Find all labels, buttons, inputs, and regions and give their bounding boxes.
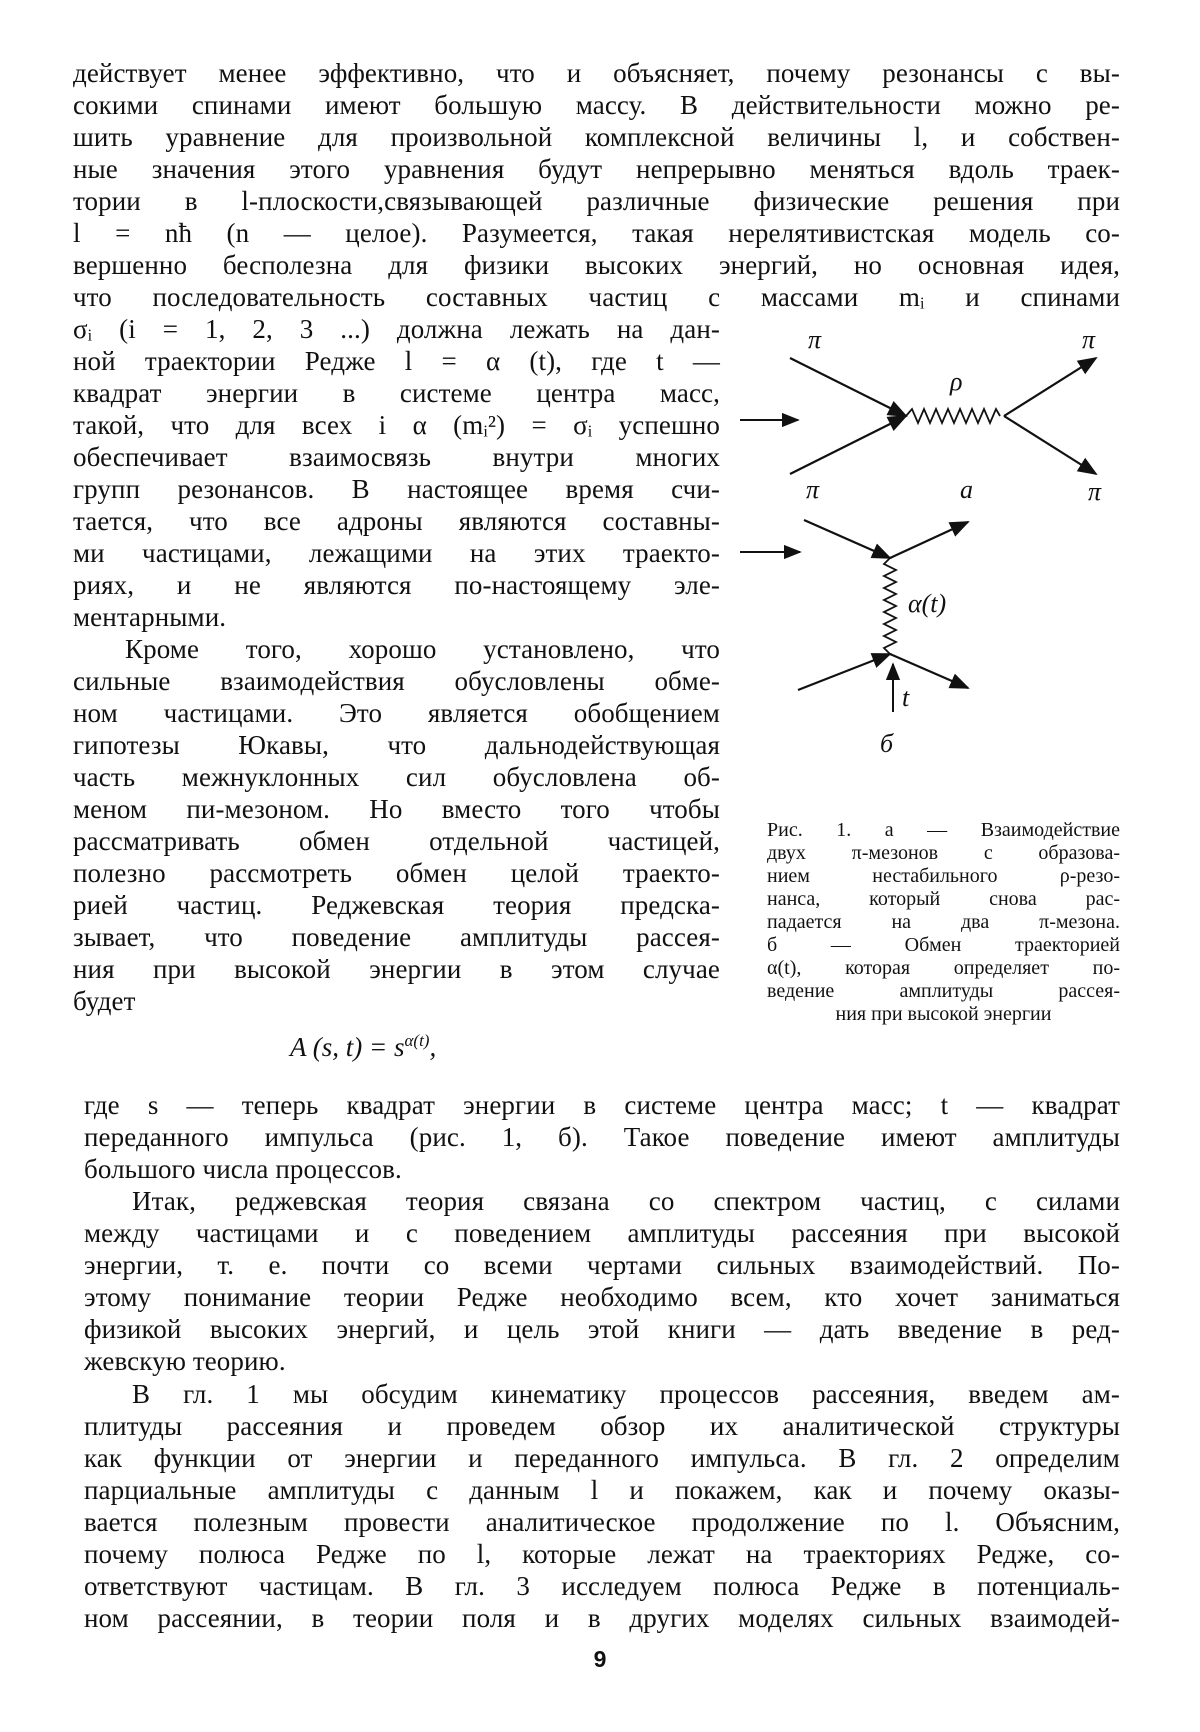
text-line: сильные взаимодействия обусловлены обме- — [73, 665, 720, 697]
text-line: парциальные амплитуды с данным l и покажем, как и почему оказы- — [84, 1474, 1120, 1506]
label-panel-a: а — [960, 475, 973, 504]
pi-line-top-right — [1004, 358, 1096, 416]
caption-line: нанса, который снова рас- — [767, 888, 1120, 911]
feynman-diagram-figure — [740, 320, 1140, 820]
label-t-up: t — [902, 683, 910, 712]
caption-line: ния при высокой энергии — [767, 1003, 1120, 1026]
page-number: 9 — [0, 1646, 1200, 1673]
text-line: часть межнуклонных сил обусловлена об- — [73, 761, 720, 793]
text-line: σᵢ (i = 1, 2, 3 ...) должна лежать на дан- — [73, 313, 720, 345]
caption-line: ведение амплитуды рассея- — [767, 980, 1120, 1003]
text-line: этому понимание теории Редже необходимо всем, кто хочет заниматься — [84, 1281, 1120, 1313]
text-line: полезно рассмотреть обмен целой траекто- — [73, 857, 720, 889]
text-line: Итак, реджевская теория связана со спектром частиц, с силами — [132, 1185, 1120, 1217]
b-line-top-right — [890, 522, 968, 558]
text-line: будет — [73, 985, 720, 1017]
label-panel-b: б — [880, 729, 894, 758]
text-line: что последовательность составных частиц с массами mᵢ и спинами — [73, 281, 1120, 313]
caption-line: α(t), которая определяет по- — [767, 957, 1120, 980]
text-line: гипотезы Юкавы, что дальнодействующая — [73, 729, 720, 761]
text-line: ответствуют частицам. В гл. 3 исследуем полюса Редже в потенциаль- — [84, 1570, 1120, 1602]
text-line: l = nħ (n — целое). Разумеется, такая нерелятивистская модель со- — [73, 217, 1120, 249]
caption-line: двух π-мезонов с образова- — [767, 842, 1120, 865]
text-line: ном частицами. Это является обобщением — [73, 697, 720, 729]
text-line: ментарными. — [73, 601, 720, 633]
text-line: квадрат энергии в системе центра масс, — [73, 377, 720, 409]
text-line: обеспечивает взаимосвязь внутри многих — [73, 441, 720, 473]
text-line: где s — теперь квадрат энергии в системе центра масс; t — квадрат — [84, 1089, 1120, 1121]
text-line: тается, что все адроны являются составны- — [73, 505, 720, 537]
label-alpha-t: α(t) — [908, 589, 946, 618]
label-rho: ρ — [949, 367, 962, 396]
text-line: групп резонансов. В настоящее время счи- — [73, 473, 720, 505]
text-line: физикой высоких энергий, и цель этой книги — дать введение в ред- — [84, 1313, 1120, 1345]
text-line: Кроме того, хорошо установлено, что — [125, 633, 720, 665]
text-line: такой, что для всех i α (mᵢ²) = σᵢ успешно — [73, 409, 720, 441]
text-line: ной траектории Редже l = α (t), где t — — [73, 345, 720, 377]
rho-propagator — [906, 409, 1000, 423]
text-line: почему полюса Редже по l, которые лежат на траекториях Редже, со- — [84, 1538, 1120, 1570]
text-line: сокими спинами имеют большую массу. В действительности можно ре- — [73, 89, 1120, 121]
pi-line-bottom-right — [1004, 416, 1096, 474]
formula-lhs: A (s, t) = s — [290, 1032, 404, 1062]
text-line: как функции от энергии и переданного импульса. В гл. 2 определим — [84, 1442, 1120, 1474]
pi-line-bottom-left — [790, 416, 906, 474]
text-line: ми частицами, лежащими на этих траекто- — [73, 537, 720, 569]
label-pi-top-right: π — [1082, 325, 1096, 354]
caption-line: падается на два π-мезона. — [767, 911, 1120, 934]
text-line: вершенно бесполезна для физики высоких энергий, но основная идея, — [73, 249, 1120, 281]
text-line: ния при высокой энергии в этом случае — [73, 953, 720, 985]
text-line: В гл. 1 мы обсудим кинематику процессов рассеяния, введем ам- — [132, 1378, 1120, 1410]
caption-line: б — Обмен траекторией — [767, 934, 1120, 957]
caption-line: нием нестабильного ρ-резо- — [767, 865, 1120, 888]
text-line: шить уравнение для произвольной комплексной величины l, и собствен- — [73, 121, 1120, 153]
b-line-bottom-left — [798, 654, 890, 690]
alpha-trajectory-exchange — [884, 558, 896, 654]
text-line: большого числа процессов. — [84, 1153, 1120, 1185]
caption-line: Рис. 1. а — Взаимодействие — [767, 819, 1120, 842]
b-line-top-left — [804, 520, 890, 558]
text-line: меном пи-мезоном. Но вместо того чтобы — [73, 793, 720, 825]
text-line: зывает, что поведение амплитуды рассея- — [73, 921, 720, 953]
text-line: между частицами и с поведением амплитуды рассеяния при высокой — [84, 1217, 1120, 1249]
text-line: ные значения этого уравнения будут непрерывно меняться вдоль траек- — [73, 153, 1120, 185]
regge-formula — [290, 1024, 436, 1064]
text-line: рией частиц. Редже­вская теория предска- — [73, 889, 720, 921]
text-line: рассматривать обмен отдельной частицей, — [73, 825, 720, 857]
pi-line-top-left — [790, 358, 906, 416]
text-line: плитуды рассеяния и проведем обзор их аналитической структуры — [84, 1410, 1120, 1442]
label-pi-top-left: π — [808, 325, 822, 354]
text-line: риях, и не являются по-настоящему эле- — [73, 569, 720, 601]
label-pi-bottom-left: π — [806, 475, 820, 504]
formula-exponent: α(t) — [404, 1031, 429, 1050]
label-pi-bottom-right: π — [1088, 477, 1102, 506]
text-line: энергии, т. е. почти со всеми чертами сильных взаимодействий. По- — [84, 1249, 1120, 1281]
text-line: ном рассеянии, в теории поля и в других моделях сильных взаимодей- — [84, 1602, 1120, 1634]
text-line: жевскую теорию. — [84, 1345, 1120, 1377]
text-line: вается полезным провести аналитическое продолжение по l. Объясним, — [84, 1506, 1120, 1538]
text-line: тории в l-плоскости,связывающей различные физические решения при — [73, 185, 1120, 217]
text-line: действует менее эффективно, что и объясняет, почему резонансы с вы- — [73, 57, 1120, 89]
text-line: переданного импульса (рис. 1, б). Такое поведение имеют амплитуды — [84, 1121, 1120, 1153]
formula-tail: , — [429, 1032, 436, 1062]
